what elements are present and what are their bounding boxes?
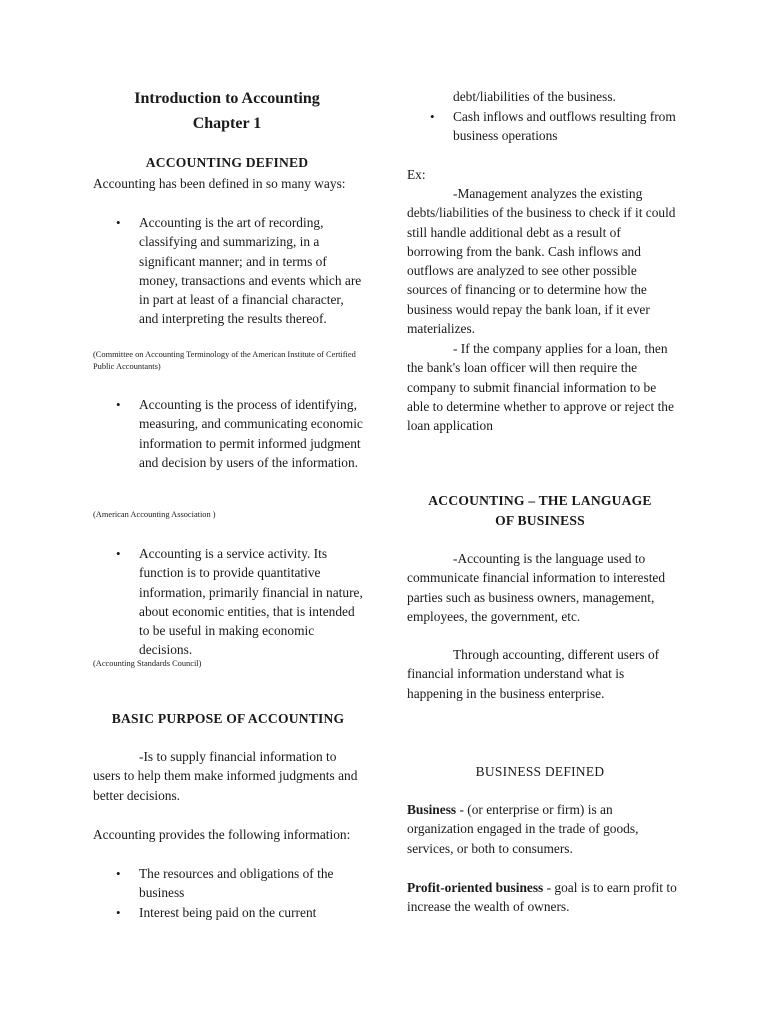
- definition-item: • Accounting is the art of recording, classifying and summarizing, in a significant manner; and in terms of money, transactions and events which are in part at least of a financial character, and interpreting the results thereof.: [93, 213, 365, 329]
- language-paragraph-1: -Accounting is the language used to communicate financial information to interested parties such as business owners, management, employees, the government, etc.: [407, 551, 666, 624]
- business-definition-text: - (or enterprise or firm) is an organization engaged in the trade of goods, services, or both to consumers.: [407, 802, 639, 856]
- heading-business-defined: BUSINESS DEFINED: [475, 764, 605, 779]
- title-line-2: Chapter 1: [192, 115, 262, 132]
- citation: (Accounting Standards Council): [93, 659, 202, 668]
- list-item: • Interest being paid on the current: [93, 903, 365, 922]
- language-paragraph-2: Through accounting, different users of financial information understand what is happening in the business enterprise.: [407, 647, 660, 701]
- continued-list-text: debt/liabilities of the business.: [453, 89, 616, 104]
- definition-list-2: [93, 395, 365, 472]
- list-item: • Cash inflows and outflows resulting from business operations: [407, 107, 679, 146]
- term-profit-oriented-business: Profit-oriented business: [407, 880, 544, 895]
- document-title: [93, 86, 361, 136]
- citation: (American Accounting Association ): [93, 510, 216, 519]
- definition-item: • Accounting is a service activity. Its function is to provide quantitative information, primarily financial in nature, about economic entities, that is intended to be useful in making economic decisions.: [93, 544, 365, 660]
- profit-business-definition-text: - goal is to earn profit to increase the wealth of owners.: [407, 880, 677, 915]
- heading-line-1: ACCOUNTING – THE LANGUAGE: [428, 493, 652, 508]
- title-line-1: Introduction to Accounting: [134, 90, 320, 107]
- heading-accounting-language: [407, 491, 673, 531]
- provides-paragraph: Accounting provides the following information:: [93, 827, 351, 842]
- definition-list-3: [93, 544, 365, 660]
- example-paragraph-1: -Management analyzes the existing debts/liabilities of the business to check if it could still handle additional debt as a result of borrowing from the bank. Cash inflows and outflows are analyzed to see other possible sources of financing or to determine how the business would repay the bank loan, if it ever materializes.: [407, 186, 676, 337]
- example-label: Ex:: [407, 167, 426, 182]
- term-business: Business: [407, 802, 457, 817]
- information-list-continued: [407, 107, 679, 146]
- definition-item: • Accounting is the process of identifying, measuring, and communicating economic information to permit informed judgment and decision by users of the information.: [93, 395, 365, 472]
- heading-line-2: OF BUSINESS: [495, 513, 585, 528]
- list-item: • The resources and obligations of the business: [93, 864, 365, 903]
- information-list: [93, 864, 365, 922]
- heading-accounting-defined: ACCOUNTING DEFINED: [145, 155, 309, 170]
- example-paragraph-2: - If the company applies for a loan, then the bank's loan officer will then require the company to submit financial information to be able to determine whether to approve or reject the loan application: [407, 341, 674, 434]
- business-definition: [407, 800, 679, 858]
- heading-basic-purpose: BASIC PURPOSE OF ACCOUNTING: [111, 711, 345, 726]
- purpose-paragraph: -Is to supply financial information to users to help them make informed judgments and better decisions.: [93, 749, 358, 803]
- citation: (Committee on Accounting Terminology of the American Institute of Certified Public Accountants): [93, 350, 356, 371]
- intro-paragraph: Accounting has been defined in so many ways:: [93, 176, 346, 191]
- profit-business-definition: [407, 878, 679, 917]
- definition-list-1: [93, 213, 365, 329]
